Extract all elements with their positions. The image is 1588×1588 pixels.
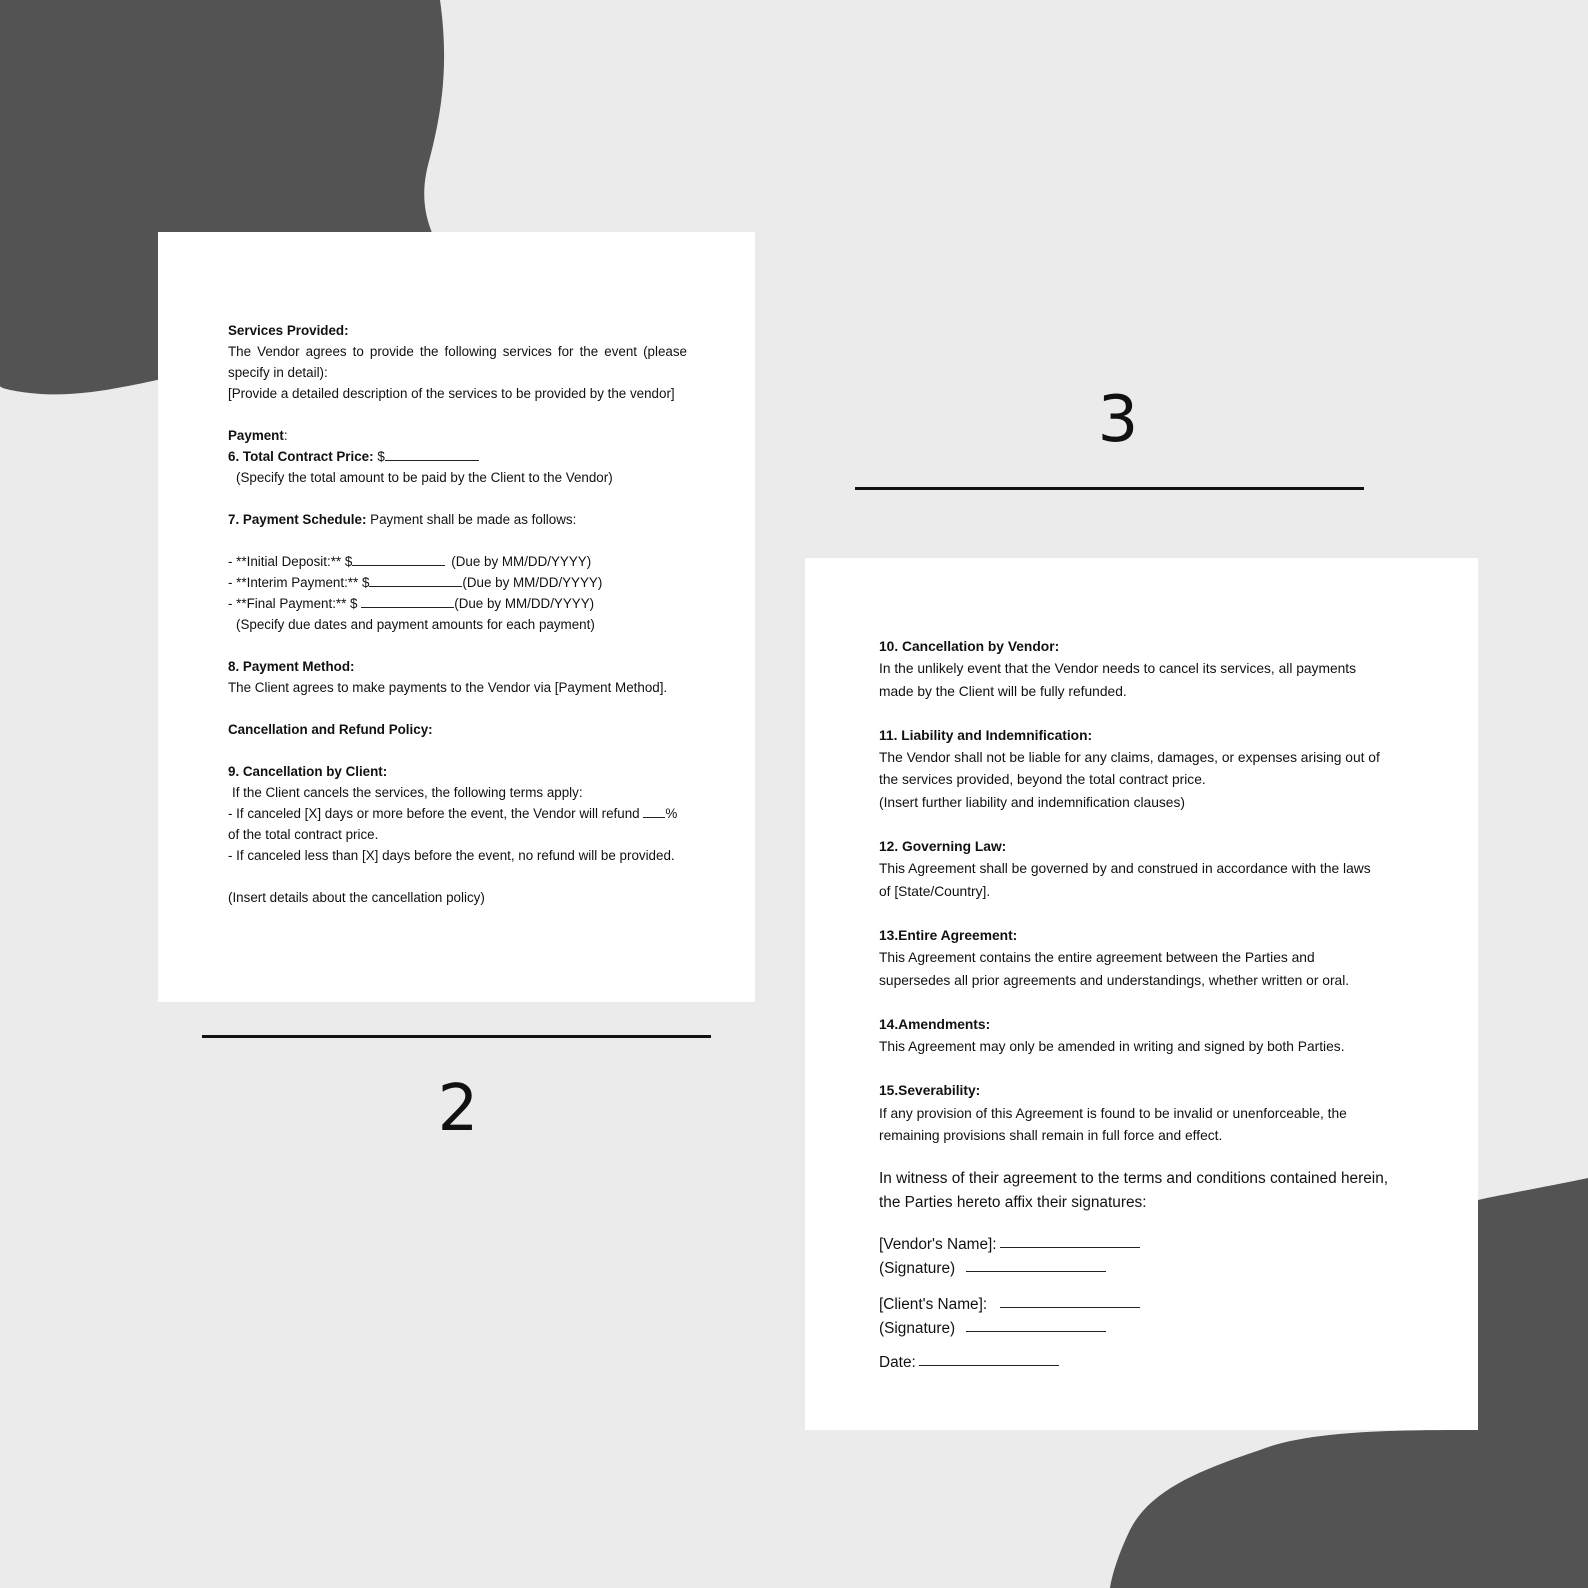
final-payment-row: - **Final Payment:** $ (Due by MM/DD/YYYY) [228, 593, 687, 614]
date-row [879, 1351, 1408, 1375]
section-10-text: made by the Client will be fully refunded. [879, 683, 1127, 699]
payment-schedule: 7. Payment Schedule: Payment shall be made as follows: [228, 512, 577, 527]
client-name-label: [Client's Name]: [879, 1296, 988, 1314]
page-number-2: 2 [437, 1072, 479, 1146]
divider-line [855, 487, 1364, 490]
client-signature-line[interactable] [966, 1317, 1106, 1332]
schedule-note: (Specify due dates and payment amounts for each payment) [236, 617, 595, 632]
services-text: specify in detail): [228, 365, 328, 380]
vendor-signature-label: (Signature) [879, 1260, 956, 1278]
payment-method-text: The Client agrees to make payments to the Vendor via [Payment Method]. [228, 680, 668, 695]
services-text: [Provide a detailed description of the services to be provided by the vendor] [228, 386, 675, 401]
payment-heading: Payment: [228, 428, 288, 443]
vendor-signature-line[interactable] [966, 1257, 1106, 1272]
client-signature-label: (Signature) [879, 1320, 956, 1338]
vendor-name-row [879, 1233, 1408, 1257]
section-12-text: This Agreement shall be governed by and construed in accordance with the laws [879, 861, 1371, 877]
section-10-heading: 10. Cancellation by Vendor: [879, 639, 1060, 654]
client-name-line[interactable] [1000, 1293, 1140, 1308]
cancellation-rule: - If canceled less than [X] days before the event, no refund will be provided. [228, 848, 675, 863]
date-label: Date: [879, 1354, 916, 1372]
section-11-text: the services provided, beyond the total contract price. [879, 772, 1206, 788]
document-page-2 [158, 232, 755, 1002]
vendor-name-line[interactable] [1000, 1233, 1140, 1248]
witness-text: the Parties hereto affix their signatures: [879, 1194, 1147, 1212]
section-11-heading: 11. Liability and Indemnification: [879, 727, 1093, 743]
section-15-text: remaining provisions shall remain in full force and effect. [879, 1128, 1223, 1144]
cancellation-rule: - If canceled [X] days or more before the event, the Vendor will refund % [228, 803, 687, 824]
cancellation-client-intro: If the Client cancels the services, the following terms apply: [232, 785, 583, 800]
blank-line[interactable] [385, 446, 479, 461]
cancellation-note: (Insert details about the cancellation policy) [228, 890, 485, 905]
initial-deposit-row: - **Initial Deposit:** $ (Due by MM/DD/YYYY) [228, 551, 687, 572]
section-10-text: In the unlikely event that the Vendor needs to cancel its services, all payments [879, 661, 1357, 677]
section-11-text: (Insert further liability and indemnification clauses) [879, 794, 1185, 810]
section-14-heading: 14.Amendments: [879, 1016, 991, 1032]
section-12-text: of [State/Country]. [879, 883, 991, 899]
payment-method-heading: 8. Payment Method: [228, 659, 355, 674]
page-number-3: 3 [1097, 383, 1139, 457]
section-11-text: The Vendor shall not be liable for any claims, damages, or expenses arising out of [879, 750, 1380, 766]
section-12-heading: 12. Governing Law: [879, 839, 1007, 855]
cancellation-client-heading: 9. Cancellation by Client: [228, 764, 388, 779]
section-15-heading: 15.Severability: [879, 1083, 981, 1099]
services-heading: Services Provided: [228, 323, 349, 338]
vendor-signature-row [879, 1257, 1408, 1281]
blank-line[interactable] [361, 593, 454, 608]
blank-line[interactable] [369, 572, 462, 587]
services-text: The Vendor agrees to provide the following services for the event (please [228, 344, 687, 359]
interim-payment-row: - **Interim Payment:** $ (Due by MM/DD/YYYY) [228, 572, 687, 593]
date-line[interactable] [919, 1351, 1059, 1366]
divider-line [202, 1035, 711, 1038]
section-13-text: This Agreement contains the entire agreement between the Parties and [879, 950, 1315, 966]
blank-line[interactable] [352, 551, 445, 566]
client-signature-row [879, 1317, 1408, 1341]
blank-line[interactable] [643, 803, 665, 818]
section-14-text: This Agreement may only be amended in writing and signed by both Parties. [879, 1039, 1345, 1055]
total-contract-price: 6. Total Contract Price: $ [228, 446, 687, 467]
client-name-row [879, 1293, 1408, 1317]
cancellation-rule: of the total contract price. [228, 827, 379, 842]
section-15-text: If any provision of this Agreement is found to be invalid or unenforceable, the [879, 1105, 1347, 1121]
total-note: (Specify the total amount to be paid by the Client to the Vendor) [236, 470, 613, 485]
witness-text: In witness of their agreement to the terms and conditions contained herein, [879, 1170, 1389, 1188]
section-13-heading: 13.Entire Agreement: [879, 927, 1018, 943]
cancellation-policy-heading: Cancellation and Refund Policy: [228, 722, 433, 737]
vendor-name-label: [Vendor's Name]: [879, 1236, 997, 1254]
document-page-3 [805, 558, 1478, 1430]
section-13-text: supersedes all prior agreements and understandings, whether written or oral. [879, 972, 1350, 988]
